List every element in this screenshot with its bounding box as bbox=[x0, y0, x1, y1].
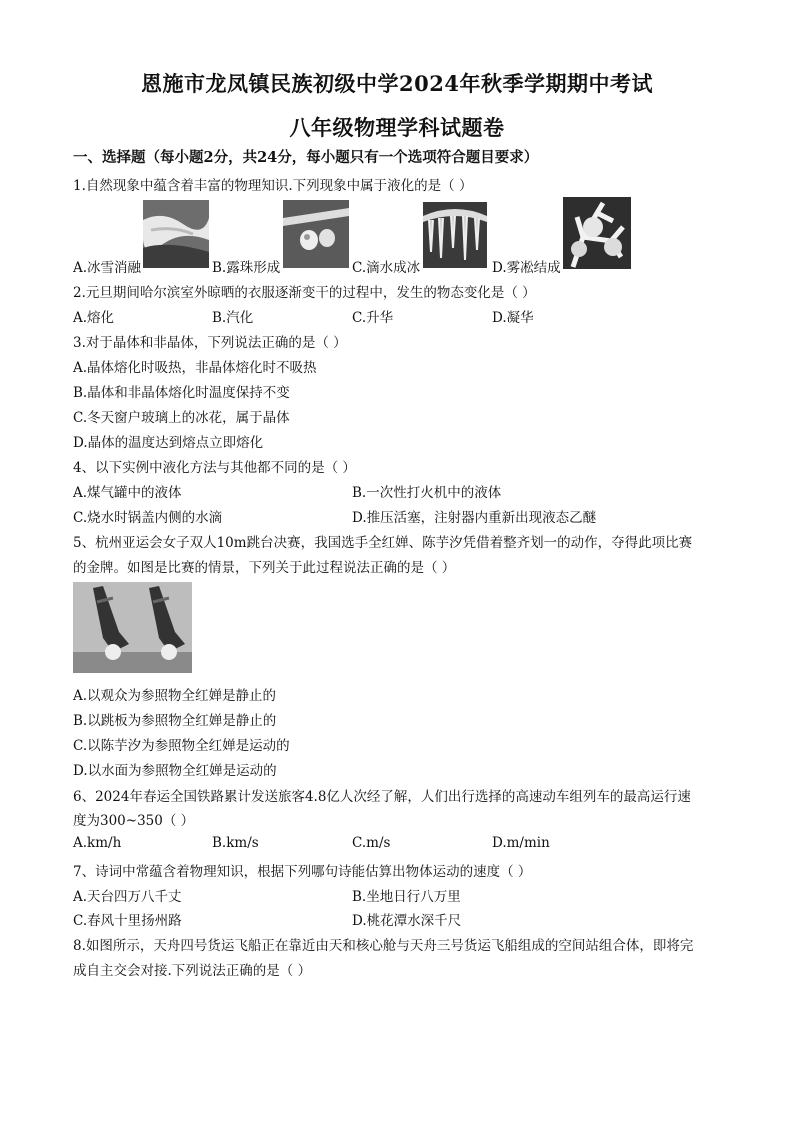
question-7-option-c[interactable]: C.春风十里扬州路 bbox=[73, 913, 182, 929]
question-3-option-c[interactable]: C.冬天窗户玻璃上的冰花，属于晶体 bbox=[73, 410, 290, 426]
rime-frost-photo bbox=[563, 197, 631, 269]
question-4-stem: 4、以下实例中液化方法与其他都不同的是（ ） bbox=[73, 460, 356, 476]
question-1-stem: 1.自然现象中蕴含着丰富的物理知识.下列现象中属于液化的是（ ） bbox=[73, 178, 473, 194]
question-7-option-b[interactable]: B.坐地日行八万里 bbox=[352, 889, 461, 905]
dew-drops-photo bbox=[283, 200, 349, 268]
question-5-option-b[interactable]: B.以跳板为参照物全红婵是静止的 bbox=[73, 713, 277, 729]
question-2-option-d[interactable]: D.凝华 bbox=[492, 310, 534, 326]
question-3-option-a[interactable]: A.晶体熔化时吸热，非晶体熔化时不吸热 bbox=[73, 360, 317, 376]
question-1-option-d[interactable]: D.雾凇结成 bbox=[492, 260, 561, 276]
section-heading-choice: 一、选择题（每小题2分，共24分，每小题只有一个选项符合题目要求） bbox=[73, 149, 539, 166]
question-5-stem-line2: 的金牌。如图是比赛的情景，下列关于此过程说法正确的是（ ） bbox=[73, 560, 456, 576]
exam-title: 恩施市龙凤镇民族初级中学2024年秋季学期期中考试 bbox=[141, 71, 653, 96]
question-7-option-a[interactable]: A.天台四万八千丈 bbox=[73, 889, 182, 905]
question-4-option-a[interactable]: A.煤气罐中的液体 bbox=[73, 485, 182, 501]
question-6-option-c[interactable]: C.m/s bbox=[352, 835, 391, 851]
question-2-stem: 2.元旦期间哈尔滨室外晾晒的衣服逐渐变干的过程中，发生的物态变化是（ ） bbox=[73, 285, 536, 301]
diving-photo bbox=[73, 582, 192, 673]
question-5-option-a[interactable]: A.以观众为参照物全红婵是静止的 bbox=[73, 688, 277, 704]
question-6-stem-line2: 度为300~350（ ） bbox=[73, 813, 195, 829]
question-4-option-b[interactable]: B.一次性打火机中的液体 bbox=[352, 485, 502, 501]
question-3-option-d[interactable]: D.晶体的温度达到熔点立即熔化 bbox=[73, 435, 264, 451]
question-2-option-a[interactable]: A.熔化 bbox=[73, 310, 115, 326]
exam-subtitle: 八年级物理学科试题卷 bbox=[289, 115, 505, 140]
question-6-option-b[interactable]: B.km/s bbox=[212, 835, 259, 851]
question-7-option-d[interactable]: D.桃花潭水深千尺 bbox=[352, 913, 462, 929]
question-8-stem-line2: 成自主交会对接.下列说法正确的是（ ） bbox=[73, 963, 312, 979]
question-1-option-a[interactable]: A.冰雪消融 bbox=[73, 260, 142, 276]
icicles-photo bbox=[423, 202, 487, 268]
question-2-option-b[interactable]: B.汽化 bbox=[212, 310, 254, 326]
question-8-stem-line1: 8.如图所示，天舟四号货运飞船正在靠近由天和核心舱与天舟三号货运飞船组成的空间站组合体，即将完 bbox=[73, 938, 694, 954]
question-1-option-b[interactable]: B.露珠形成 bbox=[212, 260, 281, 276]
question-1-option-c[interactable]: C.滴水成冰 bbox=[352, 260, 421, 276]
question-4-option-c[interactable]: C.烧水时锅盖内侧的水滴 bbox=[73, 510, 223, 526]
question-7-stem: 7、诗词中常蕴含着物理知识，根据下列哪句诗能估算出物体运动的速度（ ） bbox=[73, 864, 532, 880]
question-2-option-c[interactable]: C.升华 bbox=[352, 310, 394, 326]
question-3-option-b[interactable]: B.晶体和非晶体熔化时温度保持不变 bbox=[73, 385, 290, 401]
question-5-option-c[interactable]: C.以陈芋汐为参照物全红婵是运动的 bbox=[73, 738, 290, 754]
question-5-stem-line1: 5、杭州亚运会女子双人10m跳台决赛，我国选手全红婵、陈芋汐凭借着整齐划一的动作，夺得此项比赛 bbox=[73, 535, 693, 551]
question-6-option-a[interactable]: A.km/h bbox=[73, 835, 122, 851]
question-5-option-d[interactable]: D.以水面为参照物全红婵是运动的 bbox=[73, 763, 277, 779]
question-6-option-d[interactable]: D.m/min bbox=[492, 835, 550, 851]
question-3-stem: 3.对于晶体和非晶体，下列说法正确的是（ ） bbox=[73, 335, 347, 351]
question-4-option-d[interactable]: D.推压活塞，注射器内重新出现液态乙醚 bbox=[352, 510, 597, 526]
question-6-stem-line1: 6、2024年春运全国铁路累计发送旅客4.8亿人次经了解，人们出行选择的高速动车组列车的最高运行速 bbox=[73, 789, 691, 805]
ice-melting-photo bbox=[143, 200, 209, 268]
